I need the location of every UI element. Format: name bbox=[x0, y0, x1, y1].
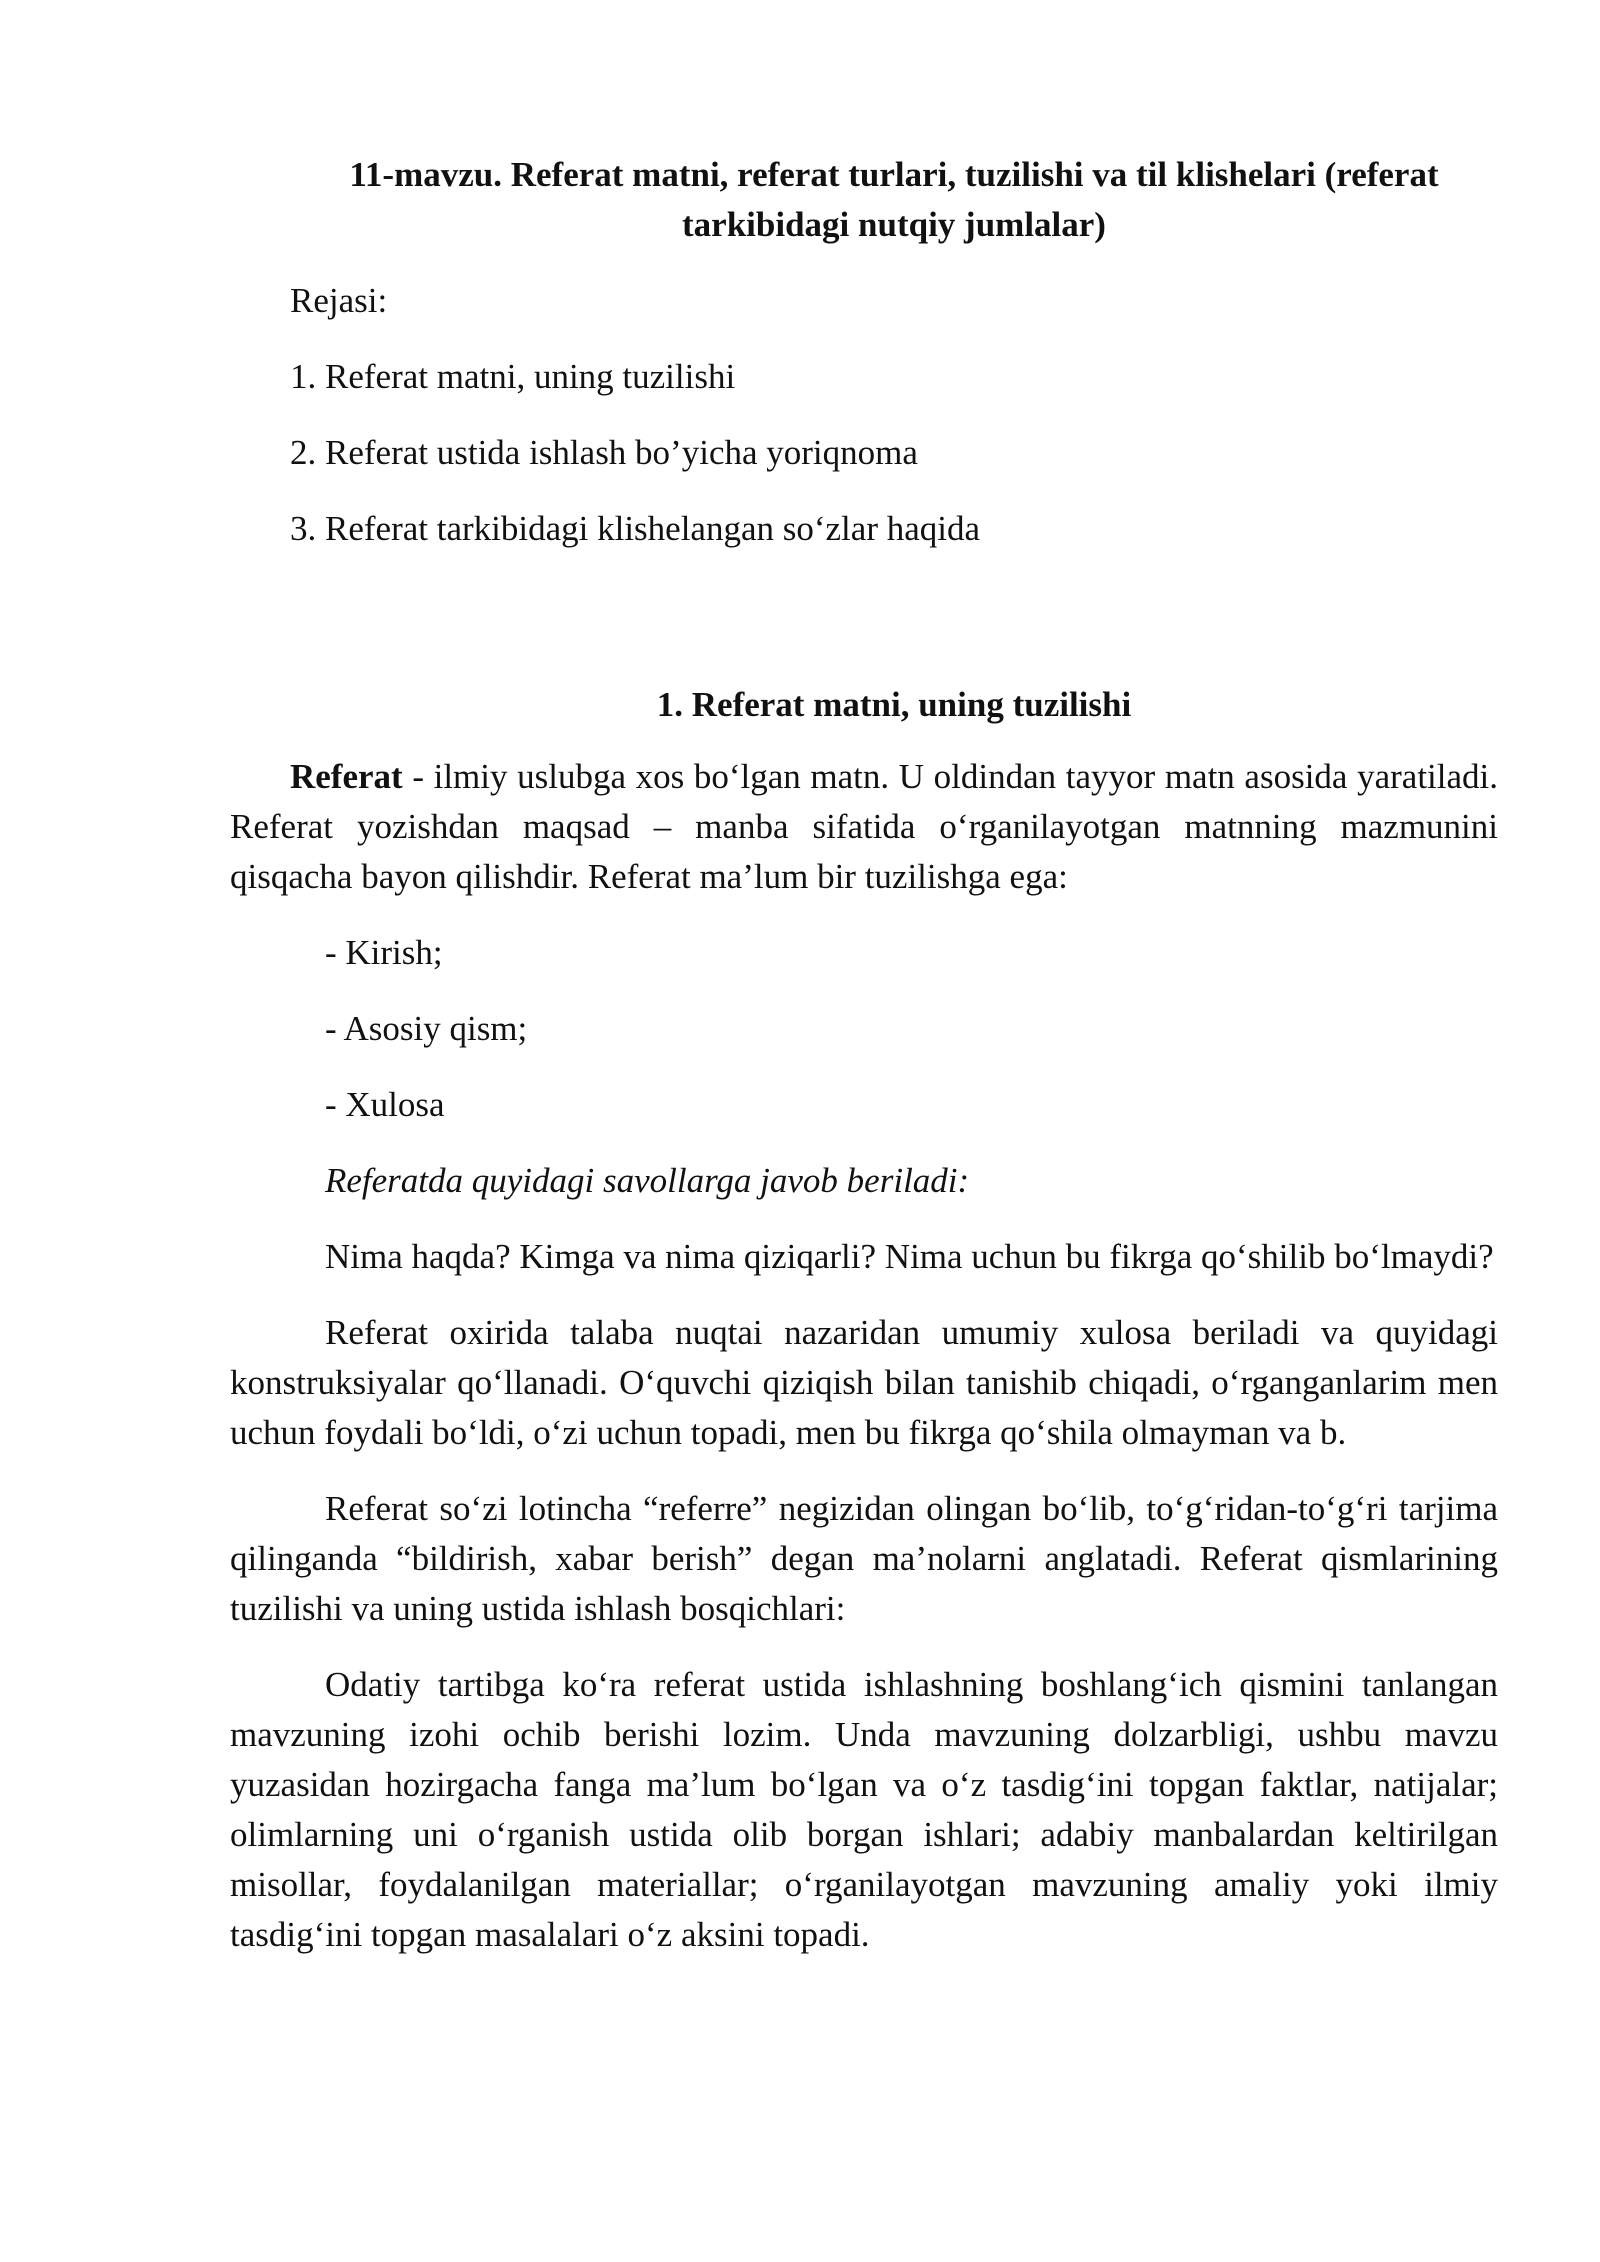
structure-item-main: - Asosiy qism; bbox=[325, 1009, 528, 1048]
plan-item-1: 1. Referat matni, uning tuzilishi bbox=[290, 357, 736, 396]
plan-item-2: 2. Referat ustida ishlash bo’yicha yoriqnoma bbox=[290, 433, 918, 472]
paragraph-conclusion: Referat oxirida talaba nuqtai nazaridan umumiy xulosa beriladi va quyidagi konstruksiyalar qo‘llanadi. O‘quvchi qiziqish bilan tanishib chiqadi, o‘rganganlarim men uchun foydali bo‘ldi, o‘zi uchun topadi, men bu fikrga qo‘shila olmayman va b. bbox=[230, 1313, 1498, 1452]
document-title: 11-mavzu. Referat matni, referat turlari, tuzilishi va til klishelari (referat tarkibidagi nutqiy jumlalar) bbox=[349, 155, 1439, 244]
section-1-heading: 1. Referat matni, uning tuzilishi bbox=[656, 685, 1132, 724]
term-referat: Referat bbox=[290, 757, 403, 796]
paragraph-questions: Nima haqda? Kimga va nima qiziqarli? Nima uchun bu fikrga qo‘shilib bo‘lmaydi? bbox=[325, 1237, 1494, 1276]
plan-item-3: 3. Referat tarkibidagi klishelangan so‘zlar haqida bbox=[290, 509, 981, 548]
structure-item-intro: - Kirish; bbox=[325, 933, 443, 972]
paragraph-beginning: Odatiy tartibga ko‘ra referat ustida ishlashning boshlang‘ich qismini tanlangan mavzuning izohi ochib berishi lozim. Unda mavzuning dolzarbligi, ushbu mavzu yuzasidan hozirgacha fanga ma’lum bo‘lgan va o‘z tasdig‘ini topgan faktlar, natijalar; olimlarning uni o‘rganish ustida olib borgan ishlari; adabiy manbalardan keltirilgan misollar, foydalanilgan materiallar; o‘rganilayotgan mavzuning amaliy yoki ilmiy tasdig‘ini topgan masalalari o‘z aksini topadi. bbox=[230, 1665, 1498, 1954]
questions-intro: Referatda quyidagi savollarga javob beriladi: bbox=[325, 1161, 970, 1200]
definition-text: - ilmiy uslubga xos bo‘lgan matn. U oldindan tayyor matn asosida yaratiladi. Referat yozishdan maqsad – manba sifatida o‘rganilayotgan matnning mazmunini qisqacha bayon qilishdir. Referat ma’lum bir tuzilishga ega: bbox=[230, 757, 1498, 896]
paragraph-definition bbox=[230, 752, 1498, 902]
paragraph-etymology: Referat so‘zi lotincha “referre” negizidan olingan bo‘lib, to‘g‘ridan-to‘g‘ri tarjima qilinganda “bildirish, xabar berish” degan ma’nolarni anglatadi. Referat qismlarining tuzilishi va uning ustida ishlash bosqichlari: bbox=[230, 1489, 1498, 1628]
plan-heading: Rejasi: bbox=[290, 281, 388, 320]
structure-item-conclusion: - Xulosa bbox=[325, 1085, 445, 1124]
